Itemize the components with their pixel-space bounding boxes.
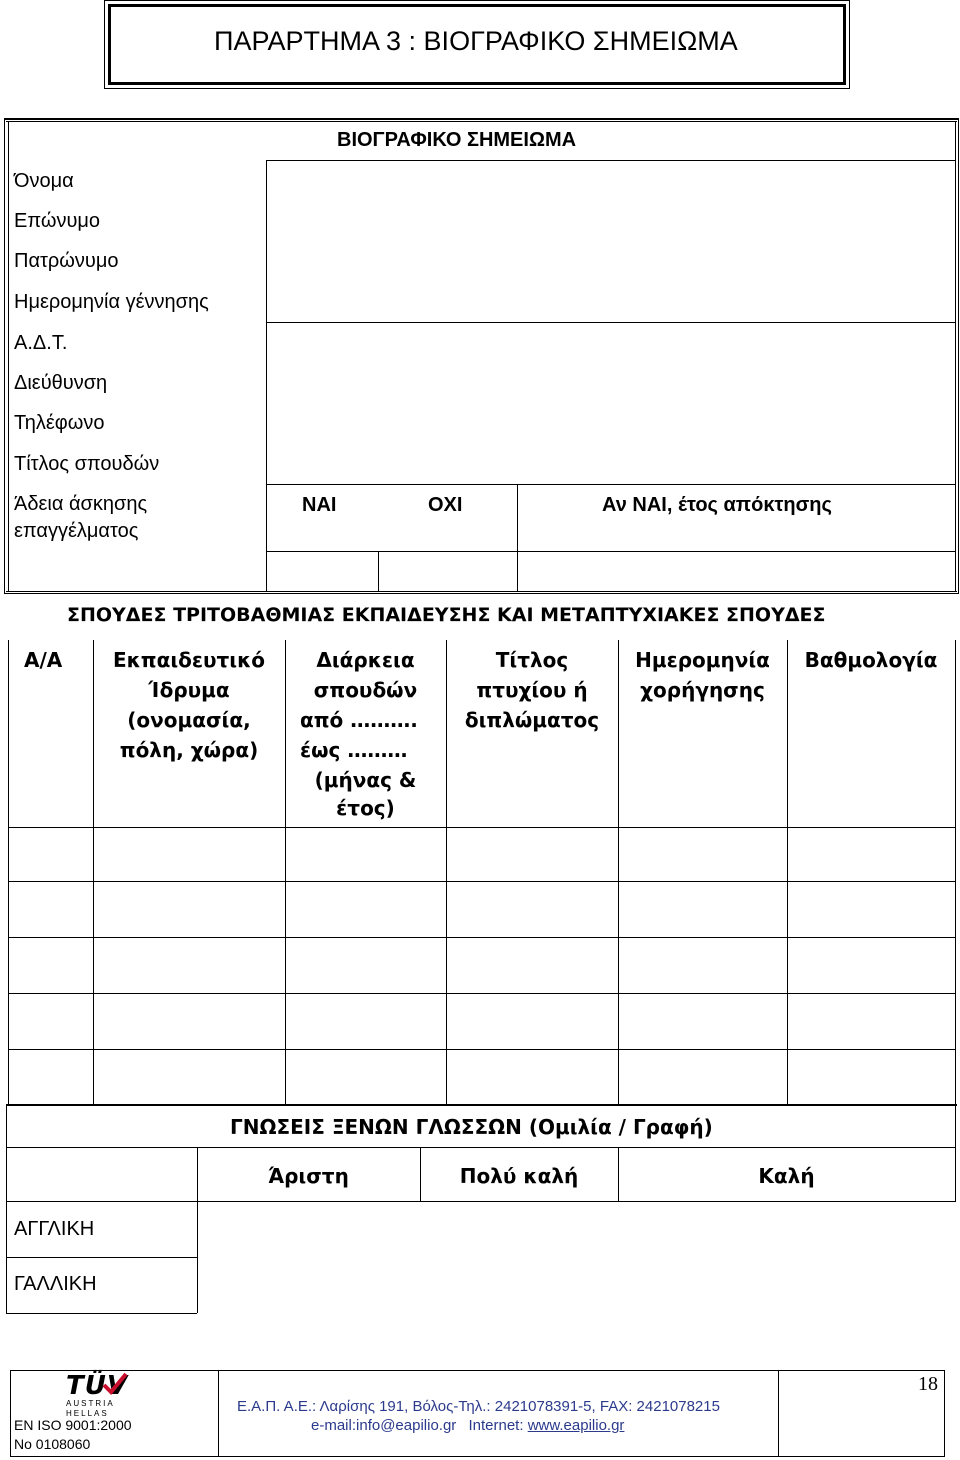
col-institution-line3: (ονομασία, <box>127 708 251 732</box>
col-aa: Α/Α <box>24 648 63 672</box>
license-year-label: Αν ΝΑΙ, έτος απόκτησης <box>602 494 832 516</box>
iso-standard: EN ISO 9001:2000 <box>14 1417 132 1433</box>
col-title-line1: Τίτλος <box>495 648 569 672</box>
tuv-logo-subtitle: AUSTRIA HELLAS <box>66 1399 115 1418</box>
language-french: ΓΑΛΛΙΚΗ <box>14 1273 97 1295</box>
col-duration-line6: έτος) <box>336 796 395 820</box>
col-duration-line2: σπουδών <box>313 678 418 702</box>
field-license-label-line2: επαγγέλματος <box>14 520 139 542</box>
col-duration-line4: έως ……… <box>300 738 408 762</box>
page-title: ΠΑΡΑΡΤΗΜΑ 3 : ΒΙΟΓΡΑΦΙΚΟ ΣΗΜΕΙΩΜΑ <box>214 26 738 56</box>
internet-label: Internet: <box>468 1417 524 1434</box>
cv-table <box>4 118 959 594</box>
tuv-logo-check-icon <box>100 1372 128 1396</box>
col-institution-line4: πόλη, χώρα) <box>119 738 259 762</box>
col-date-line2: χορήγησης <box>640 678 765 702</box>
field-id-label: Α.Δ.Τ. <box>14 332 68 354</box>
col-date-line1: Ημερομηνία <box>635 648 770 672</box>
col-grade: Βαθμολογία <box>804 648 938 672</box>
company-info: Ε.Α.Π. Α.Ε.: Λαρίσης 191, Βόλος-Τηλ.: 2421078391-5, FAX: 2421078215 <box>237 1398 720 1415</box>
level-very-good: Πολύ καλή <box>459 1164 579 1188</box>
level-excellent: Άριστη <box>268 1164 349 1188</box>
field-license-label-line1: Άδεια άσκησης <box>14 493 148 515</box>
license-no-label: ΟΧΙ <box>428 494 463 516</box>
language-english: ΑΓΓΛΙΚΗ <box>14 1218 95 1240</box>
level-good: Καλή <box>758 1164 815 1188</box>
cv-title: ΒΙΟΓΡΑΦΙΚΟ ΣΗΜΕΙΩΜΑ <box>337 129 577 151</box>
tuv-logo-text: TÜV <box>66 1371 128 1401</box>
col-duration-line1: Διάρκεια <box>316 648 415 672</box>
license-yes-label: ΝΑΙ <box>302 494 337 516</box>
field-birthdate-label: Ημερομηνία γέννησης <box>14 291 209 313</box>
col-duration-line3: από ………. <box>300 708 418 732</box>
field-name-label: Όνομα <box>14 170 74 192</box>
contact-line <box>311 1417 624 1434</box>
email-label: e-mail: <box>311 1417 357 1434</box>
col-title-line2: πτυχίου ή <box>476 678 588 702</box>
field-father-label: Πατρώνυμο <box>14 250 119 272</box>
field-phone-label: Τηλέφωνο <box>14 412 105 434</box>
email-link[interactable]: info@eapilio.gr <box>356 1417 457 1434</box>
page-number: 18 <box>918 1373 938 1395</box>
col-duration-line5: (μήνας & <box>314 768 417 792</box>
col-institution-line1: Εκπαιδευτικό <box>112 648 266 672</box>
website-link[interactable]: www.eapilio.gr <box>527 1417 625 1434</box>
field-degree-label: Τίτλος σπουδών <box>14 453 160 475</box>
col-title-line3: διπλώματος <box>464 708 600 732</box>
col-institution-line2: Ίδρυμα <box>148 678 230 702</box>
field-address-label: Διεύθυνση <box>14 372 108 394</box>
certificate-number: No 0108060 <box>14 1436 91 1452</box>
field-surname-label: Επώνυμο <box>14 210 101 232</box>
studies-title: ΣΠΟΥΔΕΣ ΤΡΙΤΟΒΑΘΜΙΑΣ ΕΚΠΑΙΔΕΥΣΗΣ ΚΑΙ ΜΕΤΑΠΤΥΧΙΑΚΕΣ ΣΠΟΥΔΕΣ <box>67 604 826 626</box>
languages-title: ΓΝΩΣΕΙΣ ΞΕΝΩΝ ΓΛΩΣΣΩΝ (Ομιλία / Γραφή) <box>230 1115 713 1139</box>
